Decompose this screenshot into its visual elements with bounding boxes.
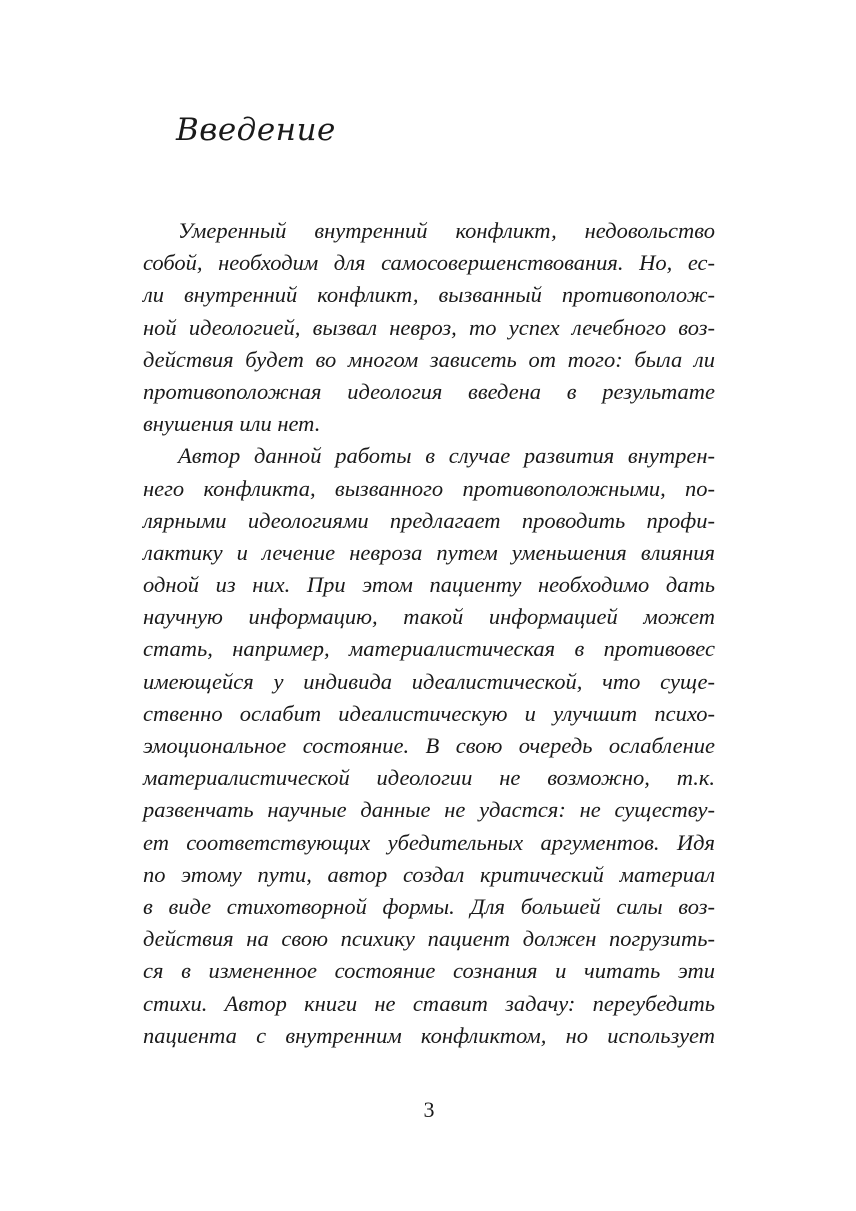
- text-line: пациента с внутренним конфликтом, но использует: [143, 1022, 715, 1048]
- text-line: материалистической идеологии не возможно, т.к.: [143, 765, 715, 791]
- text-line: одной из них. При этом пациенту необходимо дать: [143, 572, 715, 598]
- chapter-title: Введение: [176, 112, 336, 148]
- text-line: Умеренный внутренний конфликт, недовольство: [178, 218, 715, 243]
- text-line: лактику и лечение невроза путем уменьшения влияния: [143, 539, 715, 565]
- text-line: по этому пути, автор создал критический материал: [143, 861, 715, 887]
- text-line: в виде стихотворной формы. Для большей силы воз-: [143, 893, 715, 919]
- text-line: ственно ослабит идеалистическую и улучшит психо-: [143, 700, 715, 726]
- text-line: развенчать научные данные не удастся: не существу-: [143, 797, 715, 823]
- text-line: стать, например, материалистическая в противовес: [143, 636, 715, 662]
- text-line: него конфликта, вызванного противоположными, по-: [143, 475, 715, 501]
- text-line: Автор данной работы в случае развития внутрен-: [178, 443, 715, 469]
- text-line: лярными идеологиями предлагает проводить профи-: [143, 507, 715, 533]
- text-line: научную информацию, такой информацией может: [143, 604, 715, 630]
- text-line: действия будет во многом зависеть от того: была ли: [143, 346, 715, 372]
- page-number: 3: [423, 1097, 435, 1122]
- text-line: эмоциональное состояние. В свою очередь ослабление: [143, 733, 715, 758]
- text-line: стихи. Автор книги не ставит задачу: переубедить: [143, 990, 715, 1016]
- text-line: ли внутренний конфликт, вызванный противополож-: [143, 282, 715, 308]
- text-line: противоположная идеология введена в результате: [143, 378, 715, 404]
- text-line: действия на свою психику пациент должен погрузить-: [143, 926, 715, 952]
- text-line: внушения или нет.: [143, 411, 321, 437]
- text-line: имеющейся у индивида идеалистической, что суще-: [143, 668, 715, 694]
- text-line: ет соответствующих убедительных аргументов. Идя: [143, 829, 715, 855]
- text-line: ся в измененное состояние сознания и читать эти: [143, 958, 715, 984]
- body-text: [143, 215, 715, 1052]
- text-line: собой, необходим для самосовершенствования. Но, ес-: [143, 250, 715, 276]
- text-line: ной идеологией, вызвал невроз, то успех лечебного воз-: [143, 314, 715, 340]
